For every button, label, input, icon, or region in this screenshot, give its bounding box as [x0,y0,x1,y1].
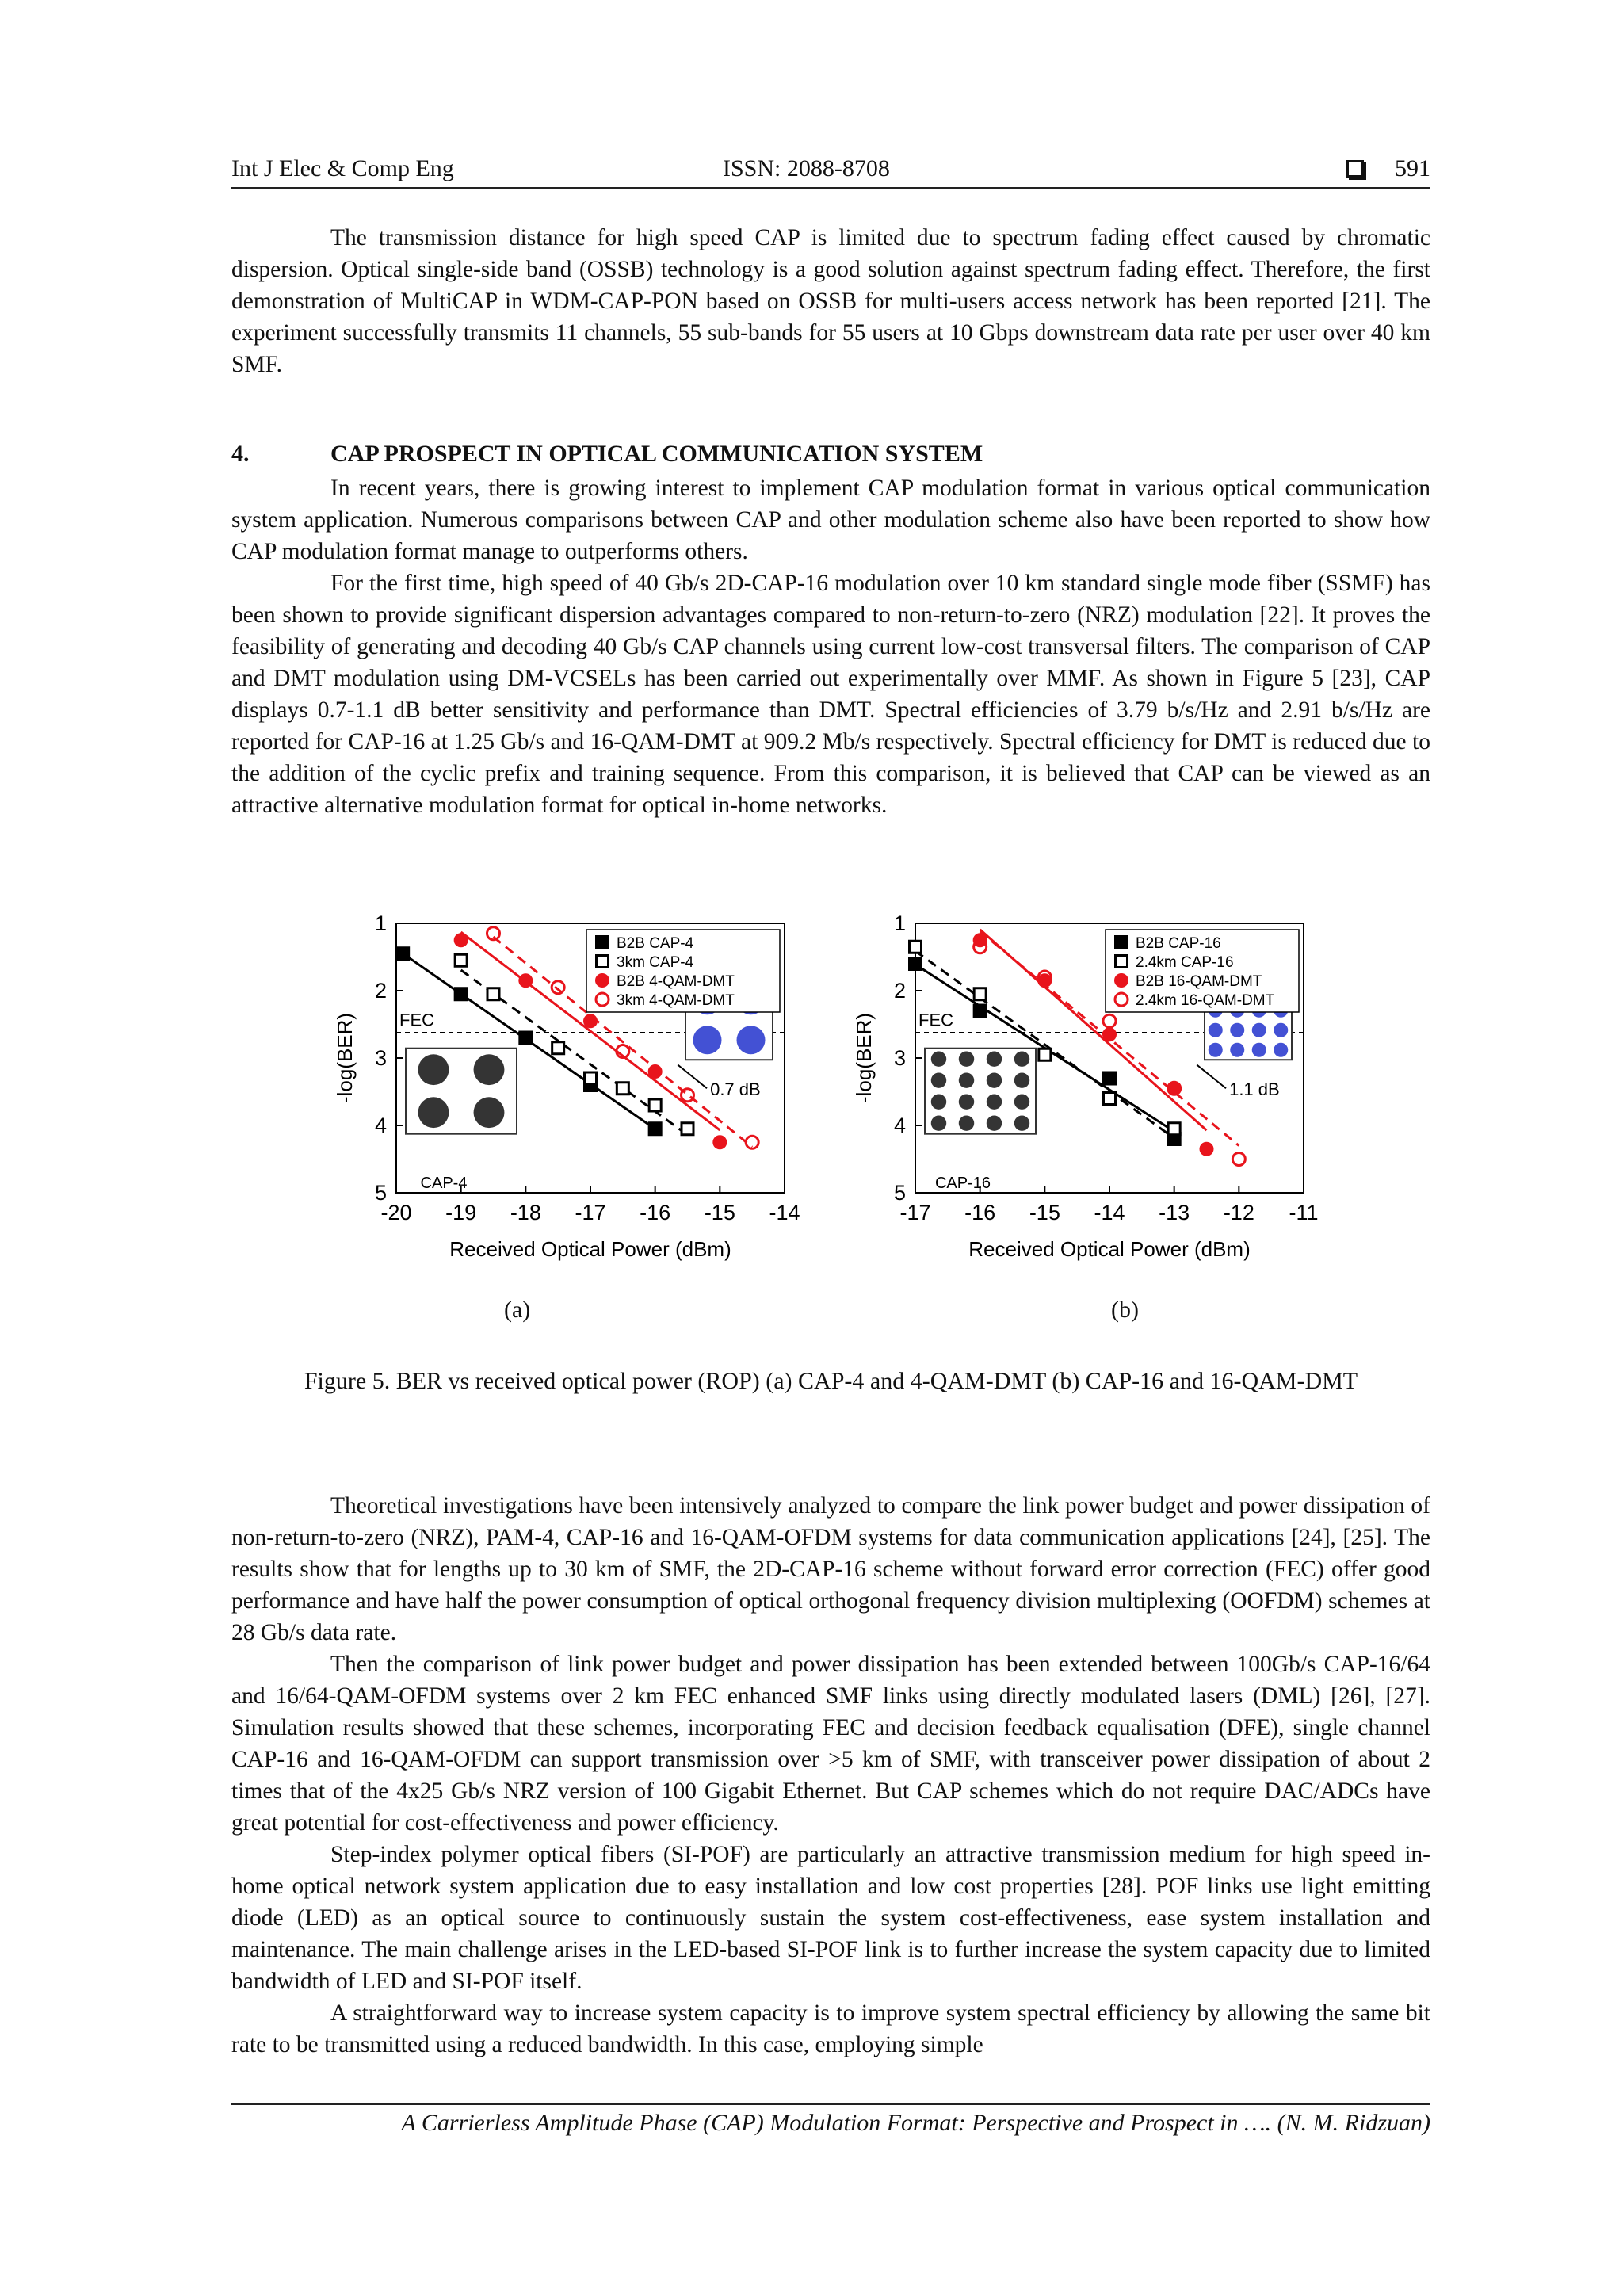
data-point [1039,1049,1051,1060]
data-point [395,946,410,961]
inset-left-cluster [1014,1072,1029,1087]
data-point [973,1004,987,1018]
y-tick-label: 4 [374,1114,387,1137]
y-tick-label: 2 [893,979,906,1003]
y-tick-label: 5 [893,1181,906,1205]
inset-left-cluster [987,1115,1002,1130]
data-point [712,1135,727,1149]
x-tick-label: -15 [704,1201,735,1224]
y-tick-label: 1 [893,911,906,935]
data-point [649,1099,661,1111]
data-point [682,1123,693,1135]
data-point [1104,1093,1116,1105]
section-number: 4. [231,441,250,467]
data-point [487,988,499,1000]
inset-left-cluster [959,1051,974,1066]
data-point [974,988,986,1000]
inset-right-cluster [1252,1043,1266,1057]
inset-left-cluster [474,1054,505,1085]
page-number: 591 [1395,155,1430,181]
body-text-bottom [231,1490,1430,2061]
x-tick-label: -14 [1094,1201,1125,1224]
inset-left-label: CAP-4 [420,1175,468,1192]
paragraph: The transmission distance for high speed CAP is limited due to spectrum fading effect caused by chromatic dispersion. Optical single-side band (OSSB) technology is a good solution against spectrum fading effect. Therefore, the first demonstration of MultiCAP in WDM-CAP-PON based on OSSB for multi-users access network has been reported [21]. The experiment successfully transmits 11 channels, 55 sub-bands for 55 users at 10 Gbps downstream data rate per user over 40 km SMF. [231,225,1430,377]
inset-right-cluster [1230,1043,1244,1057]
inset-right-cluster [693,1026,722,1054]
paragraph: A straightforward way to increase system capacity is to improve system spectral efficiency by allowing the same bit rate to be transmitted using a reduced bandwidth. In this case, employing simple [231,2000,1430,2057]
data-point [1168,1123,1180,1135]
y-tick-label: 1 [374,911,387,935]
data-point [518,1031,533,1045]
x-tick-label: -20 [380,1201,412,1224]
inset-right-cluster [1209,1023,1223,1037]
legend-marker [595,973,609,988]
inset-left-label: CAP-16 [934,1175,991,1192]
checkbox-square-icon [1346,160,1364,178]
data-point [585,1072,597,1084]
legend-entry: B2B CAP-4 [617,935,694,952]
x-tick-label: -15 [1029,1201,1060,1224]
issn: ISSN: 2088-8708 [723,155,890,181]
x-tick-label: -17 [575,1201,606,1224]
legend-entry: B2B CAP-16 [1136,935,1221,952]
x-tick-label: -11 [1289,1201,1319,1224]
data-point [617,1083,628,1095]
data-point [1102,1072,1117,1086]
inset-right-cluster [1252,1023,1266,1037]
x-tick-label: -16 [640,1201,671,1224]
inset-left-cluster [1014,1094,1029,1109]
legend-marker [1114,935,1128,949]
inset-left-cluster [931,1051,946,1066]
paragraph: Then the comparison of link power budget and power dissipation has been extended between 100Gb/s CAP-16/64 and 16/64-QAM-OFDM systems over 2 km FEC enhanced SMF links using directly modulated lasers (DML) [26], [27]. Simulation results showed that these schemes, incorporating FEC and decision feedback equalisation (DFE), single channel CAP-16 and 16-QAM-OFDM can support transmission over >5 km of SMF, with transceiver power dissipation of about 2 times that of the 4x25 Gb/s NRZ version of 100 Gigabit Ethernet. But CAP schemes which do not require DAC/ADCs have great potential for cost-effectiveness and power efficiency. [231,1652,1430,1836]
section-heading [231,441,983,468]
chart-b [852,906,1343,1286]
inset-left-cluster [987,1051,1002,1066]
legend-entry: 2.4km 16-QAM-DMT [1136,992,1275,1009]
page-footer: A Carrierless Amplitude Phase (CAP) Modulation Format: Perspective and Prospect in …. (N. M. Ridzuan) [231,2103,1430,2143]
chart-a [333,906,824,1286]
legend-marker [1114,973,1128,988]
legend-marker [595,935,609,949]
sublabel-a: (a) [504,1297,531,1323]
y-axis-label: -log(BER) [333,1012,357,1104]
y-tick-label: 5 [374,1181,387,1205]
data-point [908,957,922,971]
figure-caption: Figure 5. BER vs received optical power (ROP) (a) CAP-4 and 4-QAM-DMT (b) CAP-16 and 16-QAM-DMT [304,1368,1358,1394]
inset-left-cluster [987,1072,1002,1087]
data-point [518,973,533,988]
section-text [231,472,1430,821]
figure-5 [333,906,1363,1286]
paragraph: Step-index polymer optical fibers (SI-POF) are particularly an attractive transmission medium for high speed in-home optical network system application due to easy installation and low cost properties [28]. POF links use light emitting diode (LED) as an optical source to continuously sustain the system cost-effectiveness, ease system installation and maintenance. The main challenge arises in the LED-based SI-POF link is to further increase the system capacity due to limited bandwidth of LED and SI-POF itself. [231,1842,1430,1994]
inset-left-cluster [1014,1051,1029,1066]
data-point [455,954,467,966]
y-tick-label: 4 [893,1114,906,1137]
legend-entry: B2B 4-QAM-DMT [617,973,735,990]
x-tick-label: -19 [445,1201,477,1224]
x-tick-label: -12 [1223,1201,1254,1224]
inset-left-cluster [931,1072,946,1087]
x-axis-label: Received Optical Power (dBm) [968,1237,1251,1261]
annotation-label: 0.7 dB [710,1079,761,1099]
inset-left-cluster [959,1094,974,1109]
inset-right-cluster [1274,1023,1288,1037]
section-title: CAP PROSPECT IN OPTICAL COMMUNICATION SYSTEM [330,441,983,467]
inset-left-cluster [959,1115,974,1130]
inset-right-cluster [1274,1043,1288,1057]
x-tick-label: -18 [510,1201,541,1224]
page-header [231,155,1430,189]
inset-left-cluster [959,1072,974,1087]
inset-left-cluster [1014,1115,1029,1130]
legend-marker [1116,956,1128,968]
x-tick-label: -13 [1159,1201,1190,1224]
paragraph: Theoretical investigations have been intensively analyzed to compare the link power budget and power dissipation of non-return-to-zero (NRZ), PAM-4, CAP-16 and 16-QAM-OFDM systems for data communication applications [24], [25]. The results show that for lengths up to 30 km of SMF, the 2D-CAP-16 scheme without forward error correction (FEC) offer good performance and have half the power consumption of optical orthogonal frequency division multiplexing (OOFDM) schemes at 28 Gb/s data rate. [231,1493,1430,1645]
y-tick-label: 2 [374,979,387,1003]
y-tick-label: 3 [374,1046,387,1070]
inset-left-cluster [987,1094,1002,1109]
data-point [910,941,922,953]
x-tick-label: -17 [899,1201,931,1224]
data-point [648,1121,663,1136]
inset-right-cluster [1209,1043,1223,1057]
inset-left-cluster [931,1094,946,1109]
fec-label: FEC [918,1010,953,1030]
y-tick-label: 3 [893,1046,906,1070]
data-point [552,1042,564,1054]
legend-marker [597,956,609,968]
paragraph: For the first time, high speed of 40 Gb/s 2D-CAP-16 modulation over 10 km standard single mode fiber (SSMF) has been shown to provide significant dispersion advantages compared to non-return-to-zero (NRZ) modulation [22]. It proves the feasibility of generating and decoding 40 Gb/s CAP channels using current low-cost transversal filters. The comparison of CAP and DMT modulation using DM-VCSELs has been carried out experimentally over MMF. As shown in Figure 5 [23], CAP displays 0.7-1.1 dB better sensitivity and performance than DMT. Spectral efficiencies of 3.79 b/s/Hz and 2.91 b/s/Hz are reported for CAP-16 at 1.25 Gb/s and 16-QAM-DMT at 909.2 Mb/s respectively. Spectral efficiency for DMT is reduced due to the addition of the cyclic prefix and training sequence. From this comparison, it is believed that CAP can be viewed as an attractive alternative modulation format for optical in-home networks. [231,571,1430,818]
y-axis-label: -log(BER) [852,1012,876,1104]
data-point [454,987,468,1001]
legend-entry: B2B 16-QAM-DMT [1136,973,1262,990]
annotation-label: 1.1 dB [1229,1079,1280,1099]
inset-left-cluster [474,1097,505,1128]
x-tick-label: -14 [769,1201,800,1224]
legend-entry: 3km 4-QAM-DMT [617,992,735,1009]
inset-left-cluster [931,1115,946,1130]
legend-entry: 3km CAP-4 [617,954,694,971]
intro-text [231,222,1430,380]
data-point [454,933,468,947]
sublabel-b: (b) [1111,1297,1139,1323]
paragraph: In recent years, there is growing interest to implement CAP modulation format in various optical communication system application. Numerous comparisons between CAP and other modulation scheme also have been reported to show how CAP modulation format manage to outperforms others. [231,476,1430,564]
journal-name: Int J Elec & Comp Eng [231,155,454,181]
inset-right-cluster [1230,1023,1244,1037]
x-axis-label: Received Optical Power (dBm) [449,1237,731,1261]
inset-right-cluster [737,1026,766,1054]
data-point [1200,1142,1214,1156]
x-tick-label: -16 [964,1201,996,1224]
inset-left-cluster [418,1097,449,1128]
inset-left-cluster [418,1054,449,1085]
fec-label: FEC [399,1010,434,1030]
legend-entry: 2.4km CAP-16 [1136,954,1234,971]
